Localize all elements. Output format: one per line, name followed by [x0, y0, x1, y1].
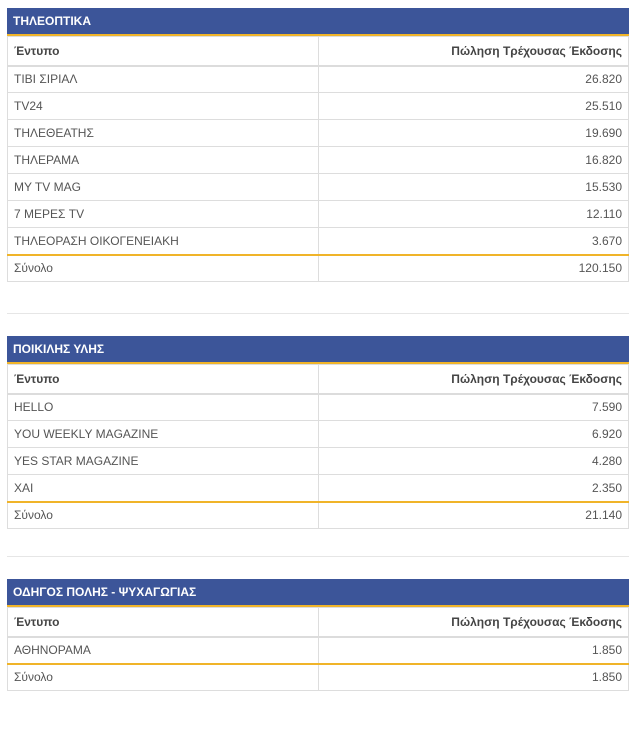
table-row	[8, 147, 629, 174]
sales-value: 3.670	[319, 228, 629, 255]
column-header-sales: Πώληση Τρέχουσας Έκδοσης	[319, 37, 629, 66]
sales-table	[7, 364, 629, 529]
sales-value: 7.590	[319, 394, 629, 421]
total-label: Σύνολο	[8, 255, 319, 282]
section-title: ΟΔΗΓΟΣ ΠΟΛΗΣ - ΨΥΧΑΓΩΓΙΑΣ	[7, 579, 629, 607]
sales-value: 19.690	[319, 120, 629, 147]
table-row	[8, 421, 629, 448]
total-label: Σύνολο	[8, 502, 319, 529]
table-row	[8, 174, 629, 201]
publication-name: YES STAR MAGAZINE	[8, 448, 319, 475]
sales-value: 2.350	[319, 475, 629, 502]
total-row	[8, 664, 629, 691]
section-title: ΠΟΙΚΙΛΗΣ ΥΛΗΣ	[7, 336, 629, 364]
column-header-publication: Έντυπο	[8, 365, 319, 394]
section-divider	[7, 313, 629, 314]
total-label: Σύνολο	[8, 664, 319, 691]
total-value: 21.140	[319, 502, 629, 529]
table-row	[8, 66, 629, 93]
table-row	[8, 448, 629, 475]
table-header-row	[8, 365, 629, 394]
total-value: 1.850	[319, 664, 629, 691]
publication-name: YOU WEEKLY MAGAZINE	[8, 421, 319, 448]
publication-name: TV24	[8, 93, 319, 120]
total-value: 120.150	[319, 255, 629, 282]
column-header-publication: Έντυπο	[8, 37, 319, 66]
publication-name: ΤΗΛΕΟΡΑΣΗ ΟΙΚΟΓΕΝΕΙΑΚΗ	[8, 228, 319, 255]
table-row	[8, 93, 629, 120]
sales-value: 26.820	[319, 66, 629, 93]
sales-value: 12.110	[319, 201, 629, 228]
section-odigos-polis	[7, 579, 629, 691]
publication-name: ΧΑΙ	[8, 475, 319, 502]
publication-name: MY TV MAG	[8, 174, 319, 201]
table-row	[8, 637, 629, 664]
sales-table	[7, 607, 629, 691]
table-header-row	[8, 608, 629, 637]
total-row	[8, 255, 629, 282]
publication-name: 7 ΜΕΡΕΣ TV	[8, 201, 319, 228]
table-header-row	[8, 37, 629, 66]
sales-value: 6.920	[319, 421, 629, 448]
publication-name: ΤΙΒΙ ΣΙΡΙΑΛ	[8, 66, 319, 93]
section-poikilis-ylis	[7, 336, 629, 529]
sales-value: 4.280	[319, 448, 629, 475]
publication-name: ΑΘΗΝΟΡΑΜΑ	[8, 637, 319, 664]
table-row	[8, 228, 629, 255]
table-row	[8, 120, 629, 147]
section-tileoptika	[7, 8, 629, 282]
sales-value: 16.820	[319, 147, 629, 174]
column-header-publication: Έντυπο	[8, 608, 319, 637]
publication-name: HELLO	[8, 394, 319, 421]
section-divider	[7, 556, 629, 557]
publication-name: ΤΗΛΕΡΑΜΑ	[8, 147, 319, 174]
table-row	[8, 475, 629, 502]
sales-value: 15.530	[319, 174, 629, 201]
table-row	[8, 394, 629, 421]
table-row	[8, 201, 629, 228]
sales-value: 1.850	[319, 637, 629, 664]
column-header-sales: Πώληση Τρέχουσας Έκδοσης	[319, 608, 629, 637]
sales-table	[7, 36, 629, 282]
sales-value: 25.510	[319, 93, 629, 120]
section-title: ΤΗΛΕΟΠΤΙΚΑ	[7, 8, 629, 36]
publication-name: ΤΗΛΕΘΕΑΤΗΣ	[8, 120, 319, 147]
column-header-sales: Πώληση Τρέχουσας Έκδοσης	[319, 365, 629, 394]
total-row	[8, 502, 629, 529]
